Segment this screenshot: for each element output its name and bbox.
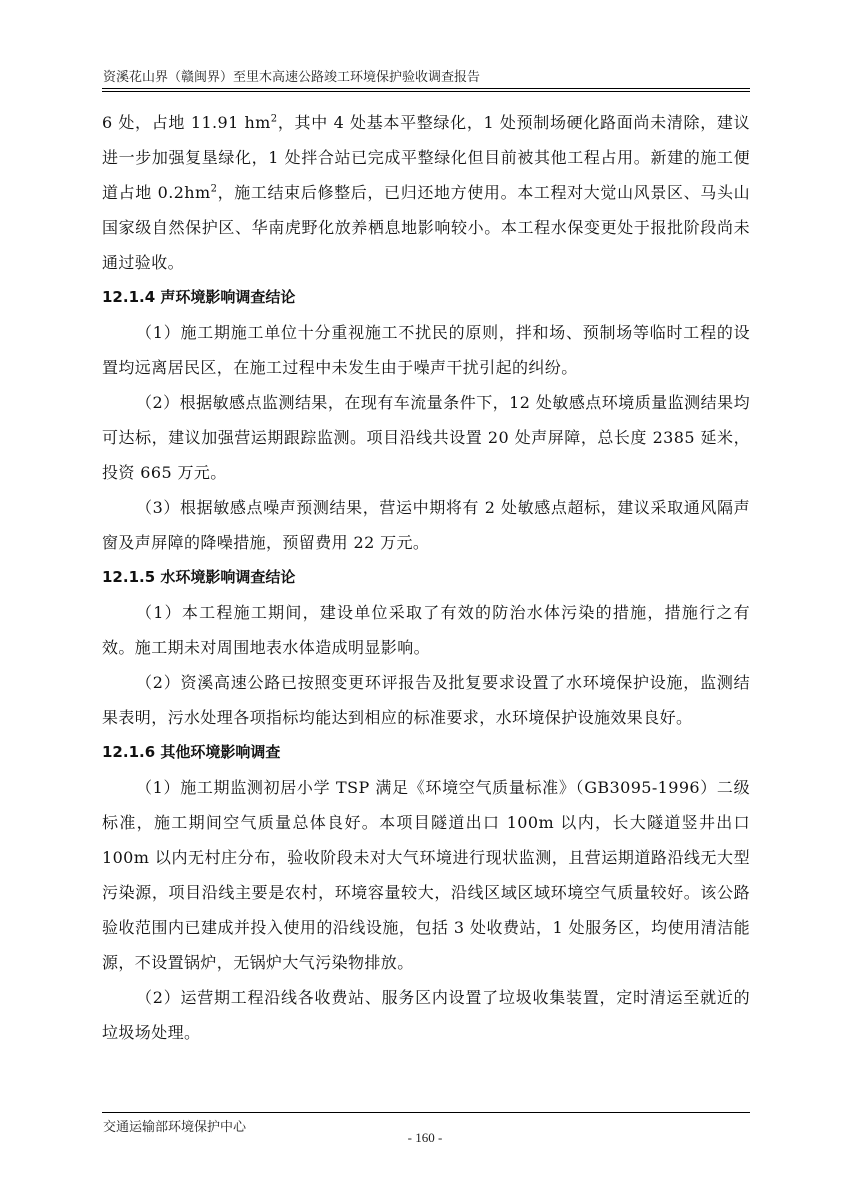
paragraph: （1）施工期监测初居小学 TSP 满足《环境空气质量标准》（GB3095-1996）二级标准，施工期间空气质量总体良好。本项目隧道出口 100m 以内，长大隧道竖井出口 100m 以内无村庄分布，验收阶段未对大气环境进行现状监测，且营运期道路沿线无大型污染源，项目沿线主要是农村，环境容量较大，沿线区域区域环境空气质量较好。该公路验收范围内已建成并投入使用的沿线设施，包括 3 处收费站，1 处服务区，均使用清洁能源，不设置锅炉，无锅炉大气污染物排放。 [102, 778, 750, 972]
page-number: - 160 - [407, 1130, 443, 1145]
paragraph: （2）根据敏感点监测结果，在现有车流量条件下，12 处敏感点环境质量监测结果均可达标，建议加强营运期跟踪监测。项目沿线共设置 20 处声屏障，总长度 2385 延米，投资 665 万元。 [102, 393, 750, 482]
section-heading-noise: 12.1.4 声环境影响调查结论 [102, 288, 296, 306]
header-title: 资溪花山界（赣闽界）至里木高速公路竣工环境保护验收调查报告 [103, 70, 481, 85]
superscript: 2 [270, 113, 278, 125]
section-heading-other: 12.1.6 其他环境影响调查 [102, 743, 281, 761]
section-heading-water: 12.1.5 水环境影响调查结论 [102, 568, 296, 586]
paragraph: （2）运营期工程沿线各收费站、服务区内设置了垃圾收集装置，定时清运至就近的垃圾场处理。 [102, 988, 750, 1042]
paragraph: （2）资溪高速公路已按照变更环评报告及批复要求设置了水环境保护设施，监测结果表明，污水处理各项指标均能达到相应的标准要求，水环境保护设施效果良好。 [102, 673, 750, 727]
text-run: ，施工结束后修整后，已归还地方使用。本工程对大觉山风景区、马头山国家级自然保护区、华南虎野化放养栖息地影响较小。本工程水保变更处于报批阶段尚未通过验收。 [102, 183, 750, 272]
header-rule-thin [102, 91, 750, 92]
paragraph: （1）施工期施工单位十分重视施工不扰民的原则，拌和场、预制场等临时工程的设置均远离居民区，在施工过程中未发生由于噪声干扰引起的纠纷。 [102, 323, 750, 377]
footer-organization: 交通运输部环境保护中心 [103, 1120, 247, 1135]
footer-rule [102, 1112, 750, 1113]
paragraph-continued [102, 105, 750, 280]
text-run: 6 处，占地 11.91 hm [102, 113, 271, 132]
paragraph: （3）根据敏感点噪声预测结果，营运中期将有 2 处敏感点超标，建议采取通风隔声窗及声屏障的降噪措施，预留费用 22 万元。 [102, 498, 750, 552]
document-body [102, 105, 750, 1050]
paragraph: （1）本工程施工期间，建设单位采取了有效的防治水体污染的措施，措施行之有效。施工期未对周围地表水体造成明显影响。 [102, 603, 750, 657]
header-rule [102, 88, 750, 89]
text-run: ，其中 4 处基本平整绿化，1 处预制场硬化路面尚未清除，建议进一步加强复垦绿化，1 处拌合站已完成平整绿化但目前被其他工程占用。新建的施工便道占地 0.2hm [102, 113, 750, 202]
superscript: 2 [210, 183, 218, 195]
